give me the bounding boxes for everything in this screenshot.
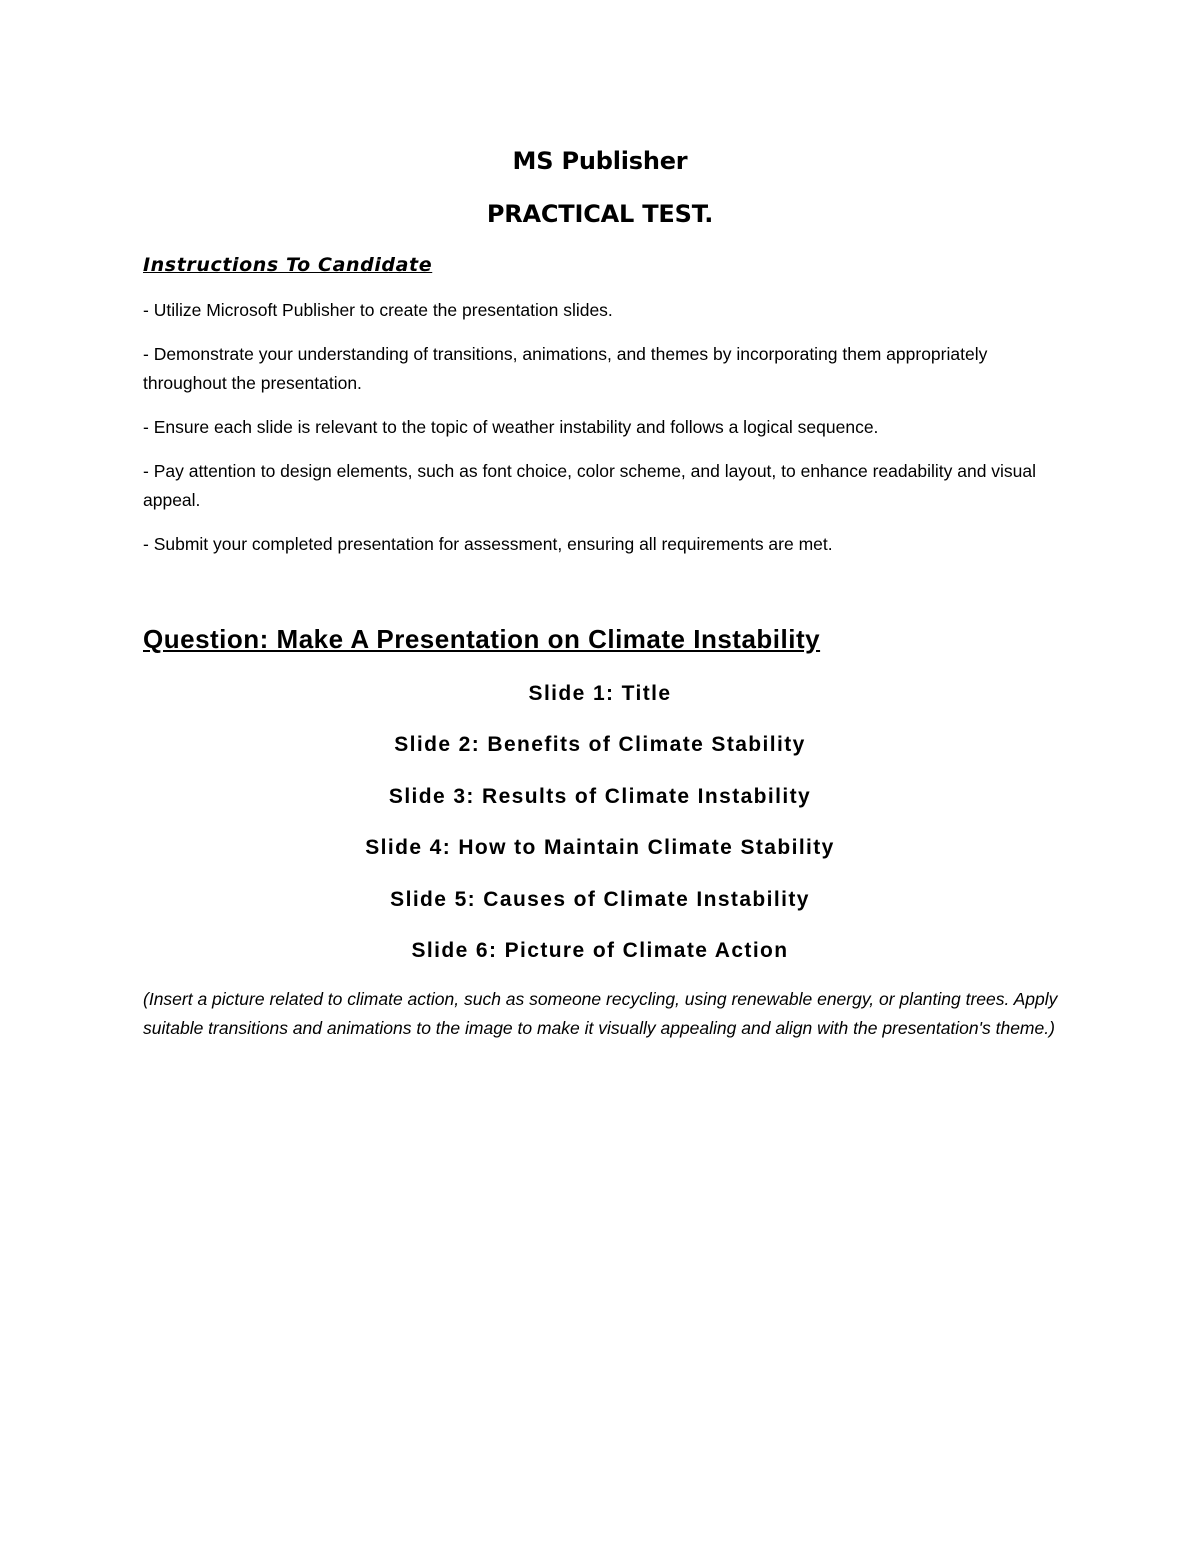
instruction-item: - Utilize Microsoft Publisher to create the presentation slides. bbox=[143, 300, 613, 320]
slide-item-4: Slide 4: How to Maintain Climate Stability bbox=[365, 836, 835, 860]
slide-item-3: Slide 3: Results of Climate Instability bbox=[388, 784, 812, 808]
slide-list bbox=[143, 677, 1057, 985]
instructions-heading: Instructions To Candidate bbox=[143, 254, 433, 276]
instruction-item: - Pay attention to design elements, such as font choice, color scheme, and layout, to enhance readability and visual appeal. bbox=[143, 461, 1037, 510]
document-title: MS Publisher bbox=[512, 147, 688, 175]
question-heading: Question: Make A Presentation on Climate Instability bbox=[143, 624, 821, 654]
slide-item-5: Slide 5: Causes of Climate Instability bbox=[390, 887, 810, 911]
slide-item-6: Slide 6: Picture of Climate Action bbox=[411, 938, 789, 962]
instructions-list bbox=[143, 296, 1063, 574]
picture-note: (Insert a picture related to climate action, such as someone recycling, using renewable energy, or planting trees. Apply suitable transitions and animations to the image to make it visually appealing and align with the presentation's theme.) bbox=[143, 989, 1058, 1038]
instruction-item: - Ensure each slide is relevant to the topic of weather instability and follows a logical sequence. bbox=[143, 417, 879, 437]
slide-item-2: Slide 2: Benefits of Climate Stability bbox=[394, 733, 806, 757]
instruction-item: - Submit your completed presentation for assessment, ensuring all requirements are met. bbox=[143, 534, 833, 554]
slide-item-1: Slide 1: Title bbox=[528, 682, 672, 705]
document-subtitle: PRACTICAL TEST. bbox=[486, 200, 714, 228]
instruction-item: - Demonstrate your understanding of transitions, animations, and themes by incorporating them appropriately throughout the presentation. bbox=[143, 344, 988, 393]
